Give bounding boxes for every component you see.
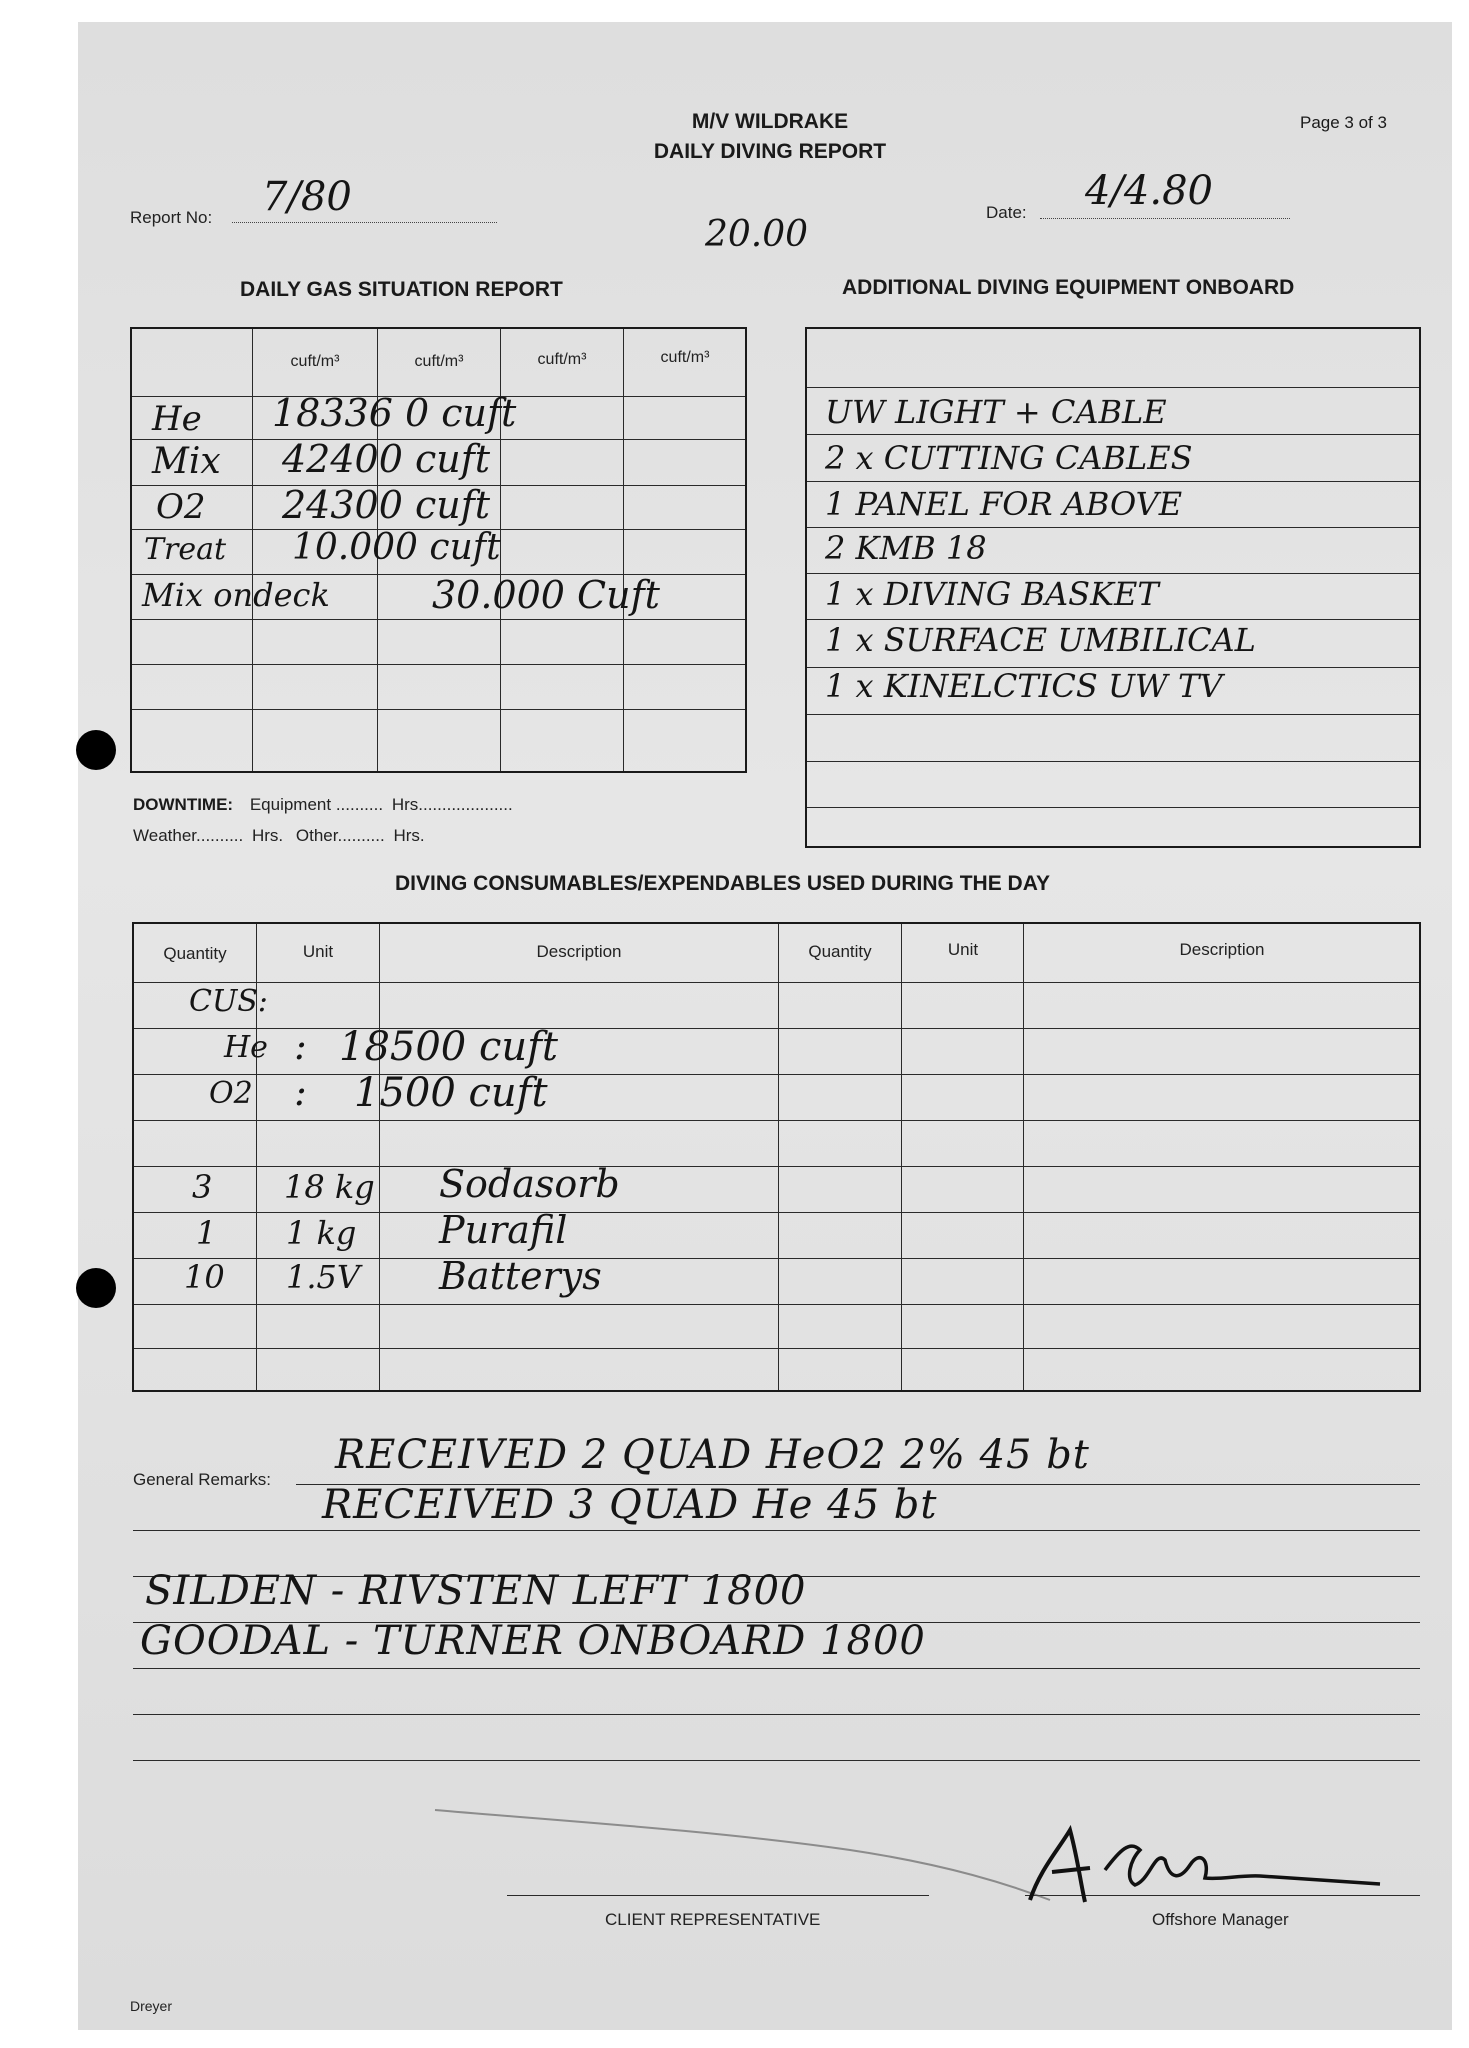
gas-row-treat-entry: 10.000 cuft: [292, 527, 501, 568]
consumable-row-5-unit: 18 kg: [284, 1168, 375, 1206]
consumable-row-2-unit: :: [294, 1024, 307, 1068]
consumable-row-3-qty: O2: [209, 1076, 253, 1111]
downtime-row-1: DOWNTIME: Equipment .......... Hrs....................: [133, 795, 513, 814]
report-title: DAILY DIVING REPORT: [653, 140, 887, 163]
consumable-row-7-desc: Batterys: [439, 1254, 602, 1298]
time-value: 20.00: [705, 214, 809, 255]
gas-row-mix-name: Mix: [152, 441, 221, 482]
consumables-title: DIVING CONSUMABLES/EXPENDABLES USED DURING THE DAY: [395, 872, 1050, 895]
consumable-row-3-desc: 1500 cuft: [354, 1070, 548, 1116]
report-no-value: 7/80: [262, 174, 352, 220]
gas-col-header-1: cuft/m³: [290, 353, 340, 370]
consumable-row-3-unit: :: [294, 1070, 307, 1114]
consumable-row-2-desc: 18500 cuft: [339, 1024, 559, 1070]
consumables-col-quantity-2: Quantity: [808, 942, 872, 961]
equipment-item-6: 1 x SURFACE UMBILICAL: [825, 621, 1256, 659]
downtime-equipment-label: Equipment: [249, 795, 332, 814]
consumable-row-6-qty: 1: [196, 1214, 217, 1252]
remarks-label: General Remarks:: [133, 1470, 271, 1489]
consumables-col-description-2: Description: [1179, 940, 1265, 959]
equipment-item-2: 2 x CUTTING CABLES: [825, 439, 1193, 477]
gas-row-mix-entry: 42400 cuft: [282, 437, 491, 481]
downtime-other-hrs: Hrs.: [393, 826, 425, 845]
downtime-weather-hrs: Hrs.: [251, 826, 284, 845]
gas-col-header-3: cuft/m³: [537, 351, 587, 368]
offshore-manager-label: Offshore Manager: [1152, 1910, 1289, 1929]
equipment-item-4: 2 KMB 18: [825, 529, 987, 567]
downtime-label: DOWNTIME:: [133, 795, 234, 814]
remarks-line-7: [133, 1760, 1420, 1761]
client-representative-label: CLIENT REPRESENTATIVE: [605, 1910, 821, 1929]
equipment-item-7: 1 x KINELCTICS UW TV: [825, 667, 1223, 705]
gas-row-mixdeck-entry: 30.000 Cuft: [432, 573, 660, 617]
consumable-row-6-unit: 1 kg: [286, 1214, 357, 1252]
gas-row-o2-entry: 24300 cuft: [282, 483, 491, 527]
gas-row-treat-name: Treat: [144, 532, 227, 567]
equipment-item-5: 1 x DIVING BASKET: [825, 575, 1159, 613]
equipment-table: [805, 327, 1421, 848]
equipment-title: ADDITIONAL DIVING EQUIPMENT ONBOARD: [842, 276, 1295, 299]
consumable-row-2-qty: He: [224, 1030, 268, 1065]
report-no-line: [232, 222, 497, 223]
consumable-row-1-qty: CUS:: [189, 984, 268, 1019]
gas-row-he-entry: 18336 0 cuft: [272, 391, 517, 435]
equipment-item-1: UW LIGHT + CABLE: [825, 393, 1167, 431]
equipment-item-3: 1 PANEL FOR ABOVE: [825, 485, 1183, 523]
downtime-equipment-hrs: Hrs.: [391, 795, 423, 814]
remark-line-1-text: RECEIVED 2 QUAD HeO2 2% 45 bt: [335, 1432, 1090, 1478]
printer-credit: Dreyer: [130, 1998, 173, 2014]
binder-hole-top: [76, 730, 116, 770]
remarks-line-2: [133, 1530, 1420, 1531]
remark-line-2-text: RECEIVED 3 QUAD He 45 bt: [322, 1482, 938, 1528]
gas-col-header-2: cuft/m³: [414, 353, 464, 370]
remarks-line-5: [133, 1668, 1420, 1669]
consumable-row-7-qty: 10: [184, 1258, 225, 1296]
binder-hole-bottom: [76, 1268, 116, 1308]
gas-table: [130, 327, 747, 773]
downtime-other-label: Other: [295, 826, 338, 845]
page-number: Page 3 of 3: [1300, 113, 1387, 132]
consumable-row-5-qty: 3: [192, 1168, 213, 1206]
date-label: Date:: [986, 203, 1027, 222]
gas-row-o2-name: O2: [156, 487, 206, 527]
gas-row-he-name: He: [152, 399, 202, 439]
gas-row-mixdeck-name: Mix ondeck: [142, 576, 330, 614]
consumables-table: [132, 922, 1421, 1392]
downtime-weather-label: Weather: [133, 826, 197, 845]
consumables-col-quantity-1: Quantity: [163, 944, 227, 963]
remarks-line-6: [133, 1714, 1420, 1715]
consumables-col-description-1: Description: [536, 942, 622, 961]
downtime-row-2: Weather.......... Hrs. Other.......... Hrs.: [133, 826, 425, 845]
date-value: 4/4.80: [1085, 168, 1213, 214]
consumable-row-5-desc: Sodasorb: [439, 1162, 620, 1206]
consumable-row-6-desc: Purafil: [439, 1208, 568, 1252]
gas-report-title: DAILY GAS SITUATION REPORT: [240, 278, 563, 301]
remark-line-4-text: GOODAL - TURNER ONBOARD 1800: [140, 1618, 926, 1664]
remark-line-3-text: SILDEN - RIVSTEN LEFT 1800: [145, 1568, 807, 1614]
consumable-row-7-unit: 1.5V: [286, 1258, 360, 1296]
consumables-col-unit-2: Unit: [947, 940, 979, 959]
consumables-col-unit-1: Unit: [302, 942, 334, 961]
gas-col-header-4: cuft/m³: [660, 349, 710, 366]
date-line: [1040, 218, 1290, 219]
report-no-label: Report No:: [130, 208, 213, 227]
manager-signature: [430, 1790, 1390, 1910]
vessel-name: M/V WILDRAKE: [691, 110, 849, 133]
